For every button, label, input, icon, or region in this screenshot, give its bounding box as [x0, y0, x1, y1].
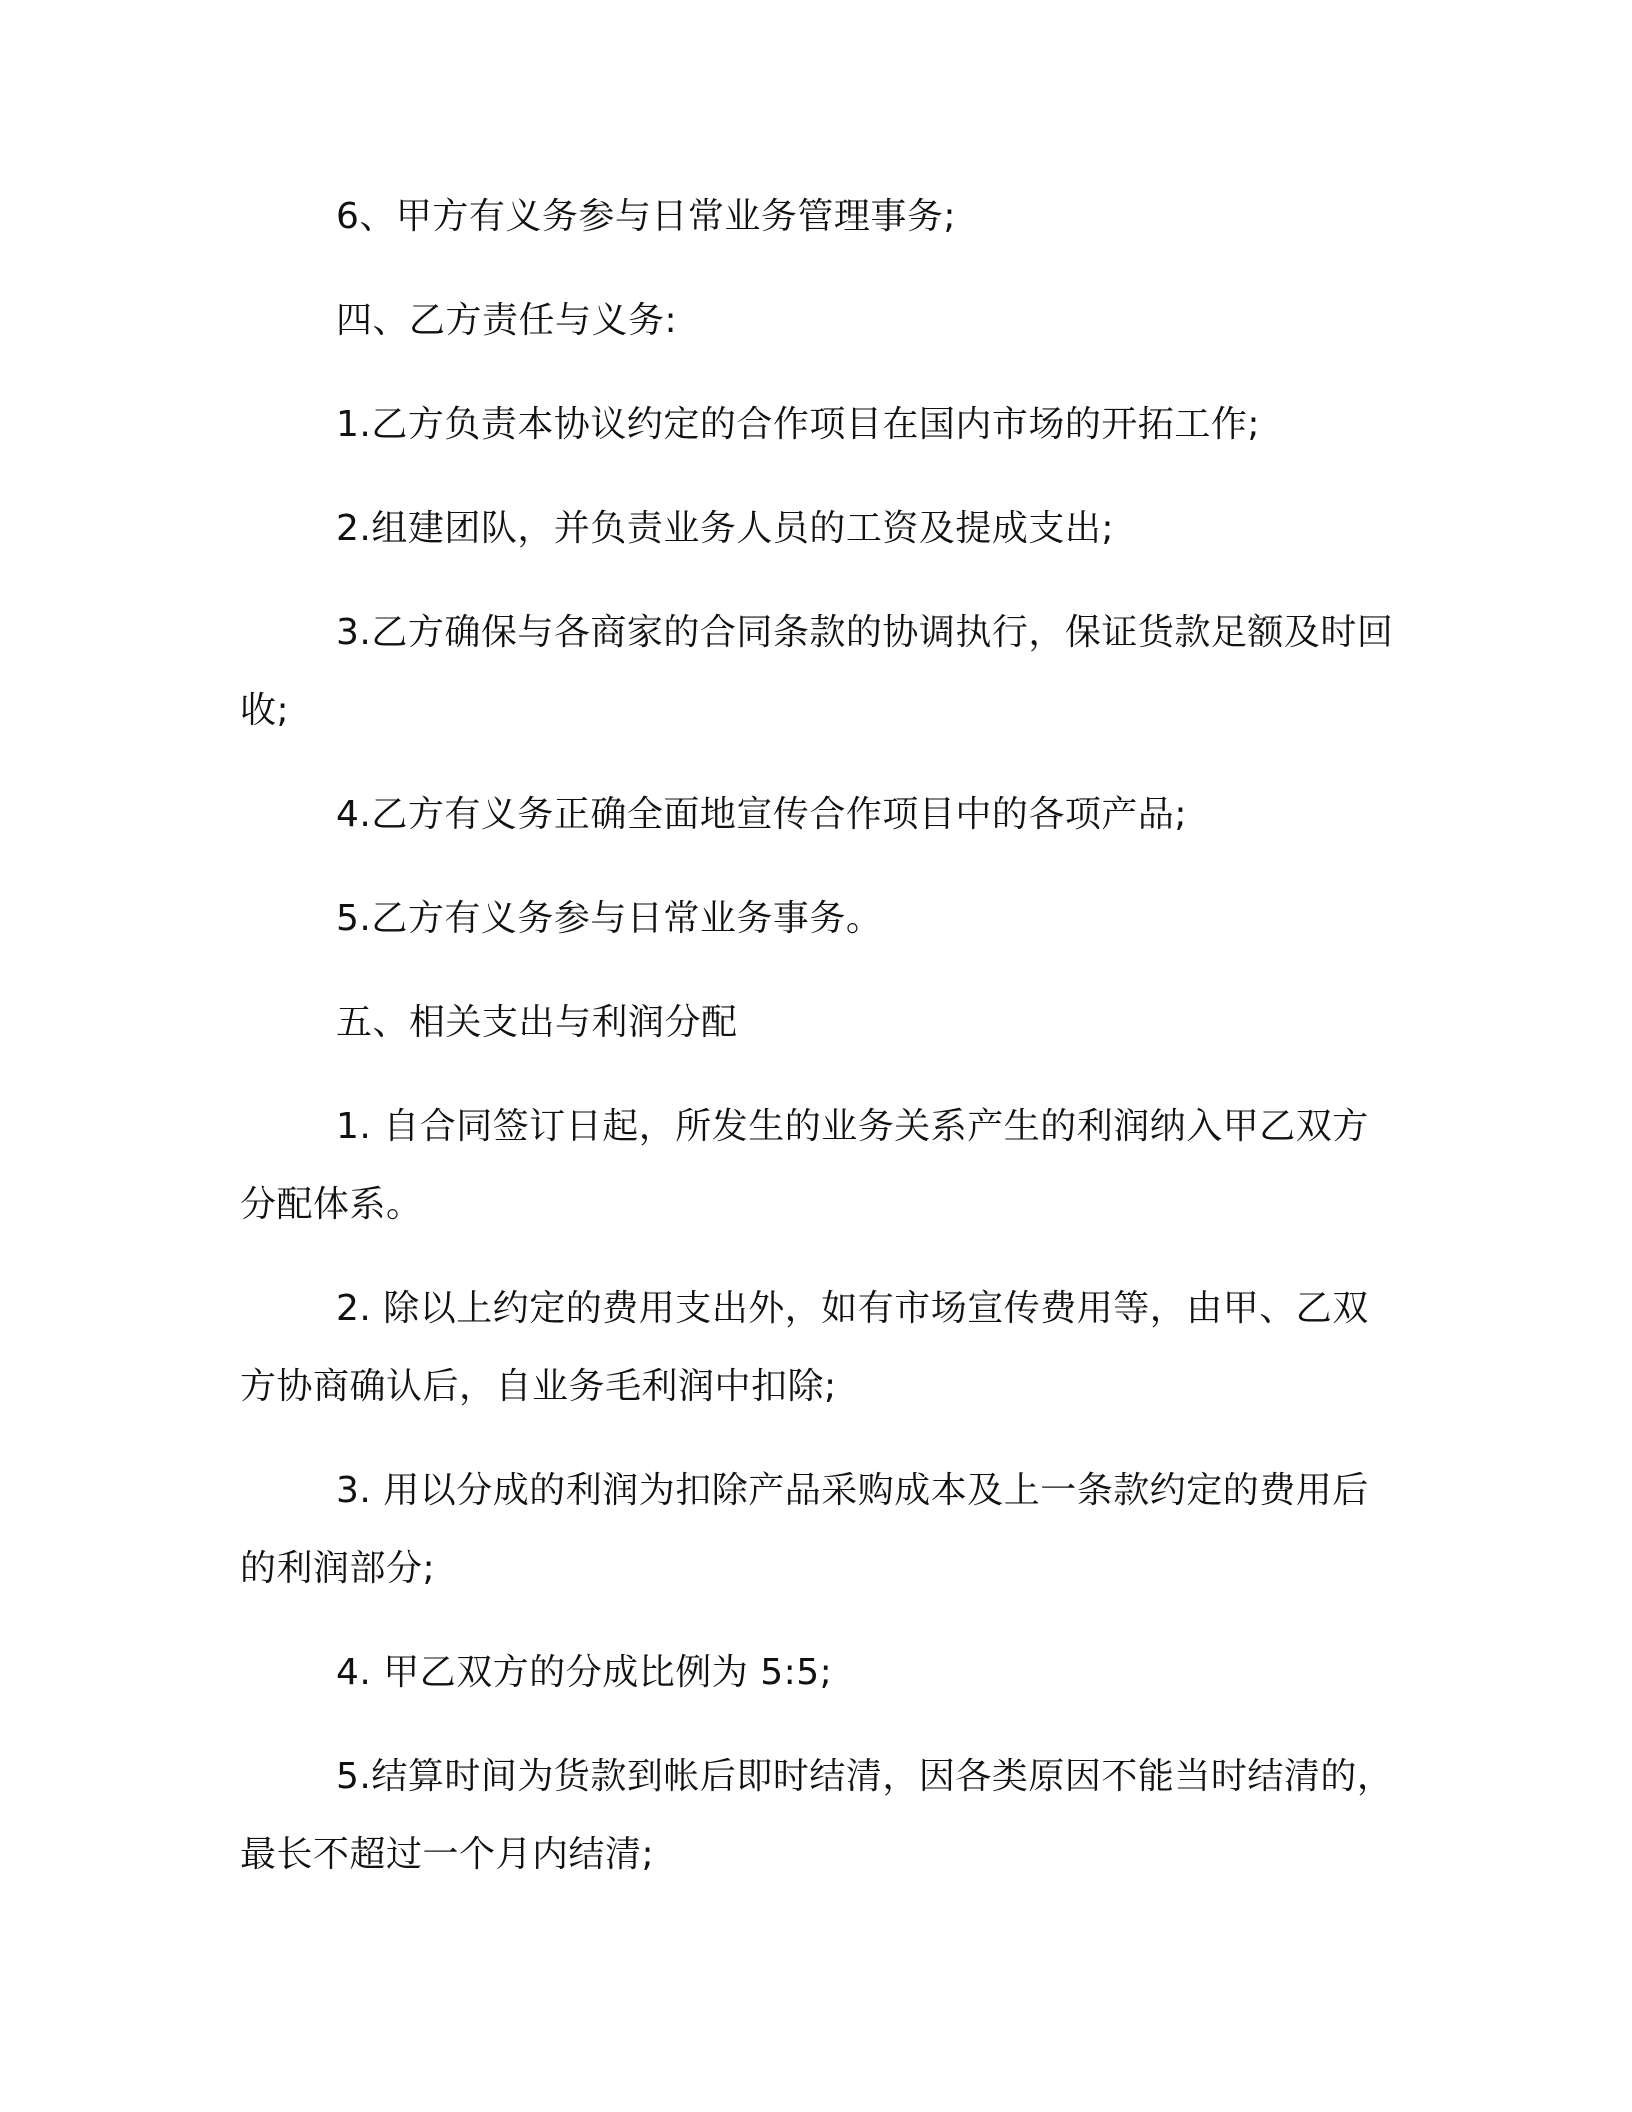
heading-text: 五、相关支出与利润分配 — [336, 1002, 738, 1043]
paragraph-text: 1. 自合同签订日起，所发生的业务关系产生的利润纳入甲乙双方分配体系。 — [240, 1106, 1369, 1225]
paragraph-5 — [240, 776, 1400, 854]
paragraph-text: 4. 甲乙双方的分成比例为 5:5; — [336, 1652, 833, 1693]
paragraph-text: 5.结算时间为货款到帐后即时结清，因各类原因不能当时结清的，最长不超过一个月内结清; — [240, 1756, 1394, 1875]
paragraph-1 — [240, 178, 1400, 256]
paragraph-2 — [240, 386, 1400, 464]
heading-text: 四、乙方责任与义务: — [336, 300, 678, 341]
paragraph-text: 4.乙方有义务正确全面地宣传合作项目中的各项产品; — [336, 794, 1187, 835]
paragraph-text: 5.乙方有义务参与日常业务事务。 — [336, 898, 883, 939]
paragraph-text: 2. 除以上约定的费用支出外，如有市场宣传费用等，由甲、乙双方协商确认后，自业务毛利润中扣除; — [240, 1288, 1369, 1407]
section-heading-5 — [240, 984, 1400, 1062]
paragraph-text: 2.组建团队，并负责业务人员的工资及提成支出; — [336, 508, 1114, 549]
paragraph-10 — [240, 1634, 1400, 1712]
paragraph-9 — [240, 1452, 1400, 1608]
paragraph-7 — [240, 1088, 1400, 1244]
paragraph-3 — [240, 490, 1400, 568]
paragraph-text: 6、甲方有义务参与日常业务管理事务; — [336, 196, 957, 237]
paragraph-6 — [240, 880, 1400, 958]
paragraph-11 — [240, 1738, 1400, 1894]
paragraph-text: 3. 用以分成的利润为扣除产品采购成本及上一条款约定的费用后的利润部分; — [240, 1470, 1369, 1589]
paragraph-8 — [240, 1270, 1400, 1426]
paragraph-4 — [240, 594, 1400, 750]
paragraph-text: 1.乙方负责本协议约定的合作项目在国内市场的开拓工作; — [336, 404, 1260, 445]
section-heading-4 — [240, 282, 1400, 360]
paragraph-text: 3.乙方确保与各商家的合同条款的协调执行，保证货款足额及时回收; — [240, 612, 1394, 731]
